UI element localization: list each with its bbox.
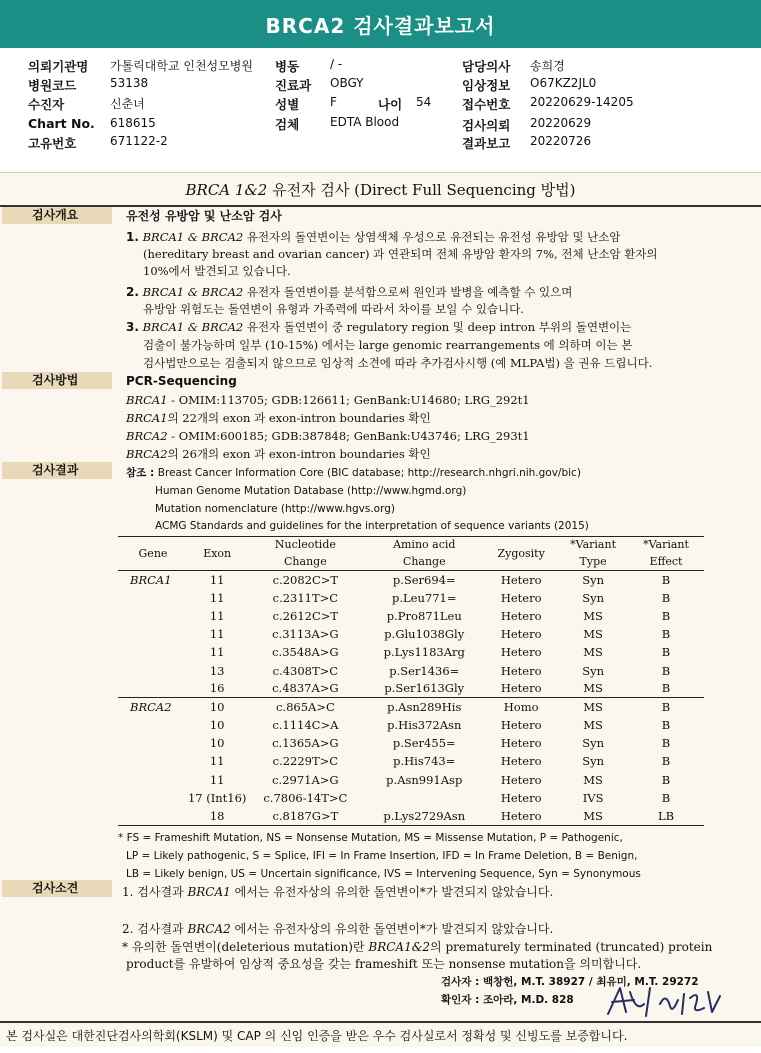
report-title-bar: [0, 0, 761, 48]
overview-p2-line2: 유방암 위험도는 돌연변이 유형과 가족력에 따라서 차이를 보일 수 있습니다.: [143, 302, 524, 316]
cell-aa: p.Glu1038Gly: [384, 627, 465, 642]
cell-zyg: Hetero: [500, 718, 542, 733]
cell-aa: p.Pro871Leu: [386, 608, 462, 623]
cell-nuc: c.3113A>G: [272, 627, 339, 642]
cell-gene: [118, 680, 188, 698]
cell-exon: 10: [209, 700, 225, 715]
test-title-rest: 유전자 검사 (Direct Full Sequencing 방법): [267, 181, 576, 199]
table-row: [118, 807, 704, 825]
cell-exon: 10: [209, 736, 225, 751]
cell-gene: BRCA1: [130, 572, 172, 587]
table-row: [118, 752, 704, 770]
cell-type: MS: [583, 627, 603, 642]
clinical-label: 임상정보: [462, 78, 511, 93]
cell-nuc: c.4837A>G: [246, 680, 364, 698]
table-row: [118, 661, 704, 679]
overview-p1-line2: (hereditary breast and ovarian cancer) 과 연관되며 전체 유방암 환자의 7%, 전체 난소암 환자의: [143, 247, 658, 261]
cell-effect: B: [661, 790, 671, 805]
cell-nuc: c.2082C>T: [272, 572, 339, 587]
cell-nuc: c.2971A>G: [272, 772, 339, 787]
results-ref4: ACMG Standards and guidelines for the interpretation of sequence variants (2015): [155, 520, 589, 532]
table-row: [118, 698, 704, 716]
cell-effect: B: [661, 700, 671, 715]
cell-nuc: c.3548A>G: [272, 645, 339, 660]
cell-exon: 11: [209, 608, 225, 623]
overview-p1-line1: 1. BRCA1 & BRCA2 유전자의 돌연변이는 상염색체 우성으로 유전되는 유전성 유방암 및 난소암: [126, 230, 621, 244]
overview-heading: 유전성 유방암 및 난소암 검사: [126, 209, 282, 223]
cell-nuc: c.4308T>C: [272, 663, 339, 678]
cell-type: MS: [558, 807, 628, 825]
table-row: [118, 680, 704, 698]
cell-nuc: c.7806-14T>C: [263, 790, 348, 805]
col-exon: Exon: [188, 536, 246, 571]
cell-type: Syn: [582, 754, 604, 769]
cell-exon: 11: [209, 627, 225, 642]
cell-aa: p.Lys1183Arg: [383, 645, 465, 660]
cell-zyg: Hetero: [500, 790, 542, 805]
footnote-line2: LP = Likely pathogenic, S = Splice, IFI = In Frame Insertion, IFD = In Frame Deletion, B = Benign,: [126, 850, 638, 862]
clinical-value: O67KZ2JL0: [530, 76, 597, 90]
title-divider: [0, 205, 761, 207]
method-brca2-exon: BRCA2의 26개의 exon 과 exon-intron boundaries 확인: [126, 447, 431, 461]
cell-gene: [118, 661, 188, 679]
cell-gene: [118, 625, 188, 643]
cell-exon: 11: [209, 772, 225, 787]
cell-aa: p.His372Asn: [387, 718, 462, 733]
cell-aa: p.Leu771=: [392, 590, 457, 605]
overview-p3-line1: 3. BRCA1 & BRCA2 유전자 돌연변이 중 regulatory region 및 deep intron 부위의 돌연변이는: [126, 320, 632, 334]
method-label: 검사방법: [2, 372, 112, 389]
cell-gene: BRCA2: [130, 700, 172, 715]
cell-aa: p.Ser1436=: [389, 663, 460, 678]
cell-gene: [118, 607, 188, 625]
cell-gene: [118, 716, 188, 734]
footnote-line3: LB = Likely benign, US = Uncertain significance, IVS = Intervening Sequence, Syn = Synonymous: [126, 868, 641, 880]
dept-value: OBGY: [330, 76, 364, 90]
cell-type: MS: [558, 680, 628, 698]
cell-zyg: Hetero: [500, 754, 542, 769]
report-date-label: 결과보고: [462, 136, 511, 151]
cell-type: IVS: [582, 790, 604, 805]
cell-exon: 13: [209, 663, 225, 678]
cell-type: MS: [583, 700, 603, 715]
request-label: 검사의뢰: [462, 118, 511, 133]
report-title: BRCA2 검사결과보고서: [265, 13, 496, 38]
cell-aa: p.Asn289His: [387, 700, 462, 715]
footnote-line1: * FS = Frameshift Mutation, NS = Nonsense Mutation, MS = Missense Mutation, P = Pathogenic,: [118, 832, 623, 844]
age-label: 나이: [378, 97, 403, 112]
test-title: [0, 175, 761, 205]
cell-zyg: Hetero: [500, 572, 542, 587]
overview-p2-line1: 2. BRCA1 & BRCA2 유전자 돌연변이를 분석함으로써 원인과 발병을 예측할 수 있으며: [126, 285, 573, 299]
table-row: [118, 734, 704, 752]
overview-p3-line3: 검사법만으로는 검출되지 않으므로 임상적 소견에 따라 추가검사시행 (예 MLPA법) 을 권유 드립니다.: [143, 356, 653, 370]
cell-nuc: c.1114C>A: [272, 718, 339, 733]
cell-effect: B: [661, 572, 671, 587]
table-row: [118, 571, 704, 589]
cell-exon: 11: [209, 590, 225, 605]
overview-p3-line2: 검출이 불가능하며 일부 (10-15%) 에서는 large genomic rearrangements 에 의하며 이는 본: [143, 338, 633, 352]
cell-zyg: Hetero: [484, 680, 558, 698]
ward-label: 병동: [275, 59, 300, 74]
table-row: [118, 789, 704, 807]
method-brca1-ref: BRCA1 - OMIM:113705; GDB:126611; GenBank:U14680; LRG_292t1: [126, 393, 530, 407]
cell-effect: B: [628, 680, 704, 698]
cell-type: MS: [583, 718, 603, 733]
cell-effect: B: [661, 772, 671, 787]
method-heading: PCR-Sequencing: [126, 374, 237, 388]
patient-info: [0, 54, 761, 154]
unique-label: 고유번호: [28, 136, 77, 151]
method-brca1-exon: BRCA1의 22개의 exon 과 exon-intron boundaries 확인: [126, 411, 431, 425]
results-ref1: 참조 : Breast Cancer Information Core (BIC database; http://research.nhgri.nih.gov/bic): [126, 467, 581, 479]
doctor-value: 송희경: [530, 59, 565, 73]
cell-aa: p.Ser455=: [392, 736, 456, 751]
cell-effect: B: [661, 736, 671, 751]
findings-line1: 1. 검사결과 BRCA1 에서는 유전자상의 유의한 돌연변이*가 발견되지 않았습니다.: [122, 885, 554, 899]
cell-effect: B: [661, 663, 671, 678]
variant-table: [118, 536, 704, 826]
overview-label: 검사개요: [2, 207, 112, 224]
results-ref2: Human Genome Mutation Database (http://www.hgmd.org): [155, 485, 467, 497]
age-value: 54: [416, 95, 432, 109]
table-row: [118, 716, 704, 734]
cell-nuc: c.2229T>C: [272, 754, 339, 769]
cell-type: MS: [583, 772, 603, 787]
cell-aa: [364, 789, 484, 807]
cell-gene: [118, 771, 188, 789]
handwritten-signature-icon: [600, 982, 730, 1022]
cell-exon: 11: [209, 645, 225, 660]
cell-nuc: c.865A>C: [275, 700, 335, 715]
col-amino-acid: Amino acid Change: [364, 536, 484, 571]
cell-aa: p.Lys2729Asn: [364, 807, 484, 825]
cell-type: MS: [583, 608, 603, 623]
dept-label: 진료과: [275, 78, 312, 93]
results-ref3: Mutation nomenclature (http://www.hgvs.org): [155, 503, 395, 515]
hospital-code-label: 병원코드: [28, 78, 77, 93]
cell-zyg: Hetero: [500, 772, 542, 787]
results-label: 검사결과: [2, 462, 112, 479]
confirmer-signature: 확인자 : 조아라, M.D. 828: [441, 994, 574, 1006]
cell-type: Syn: [582, 590, 604, 605]
cell-gene: [118, 789, 188, 807]
ward-value: / -: [330, 57, 343, 71]
cell-exon: 11: [209, 754, 225, 769]
table-row: [118, 643, 704, 661]
cell-gene: [118, 734, 188, 752]
hospital-code-value: 53138: [110, 76, 149, 90]
findings-line2: 2. 검사결과 BRCA2 에서는 유전자상의 유의한 돌연변이*가 발견되지 않았습니다.: [122, 922, 554, 936]
institution-label: 의뢰기관명: [28, 59, 89, 74]
cell-zyg: Hetero: [500, 663, 542, 678]
cell-effect: B: [661, 754, 671, 769]
cell-aa: p.Asn991Asp: [386, 772, 463, 787]
chart-label: Chart No.: [28, 116, 95, 131]
table-row: [118, 625, 704, 643]
receipt-value: 20220629-14205: [530, 95, 634, 109]
chart-value: 618615: [110, 116, 156, 130]
cell-exon: 16: [188, 680, 246, 698]
variant-rows: [118, 571, 704, 826]
request-value: 20220629: [530, 116, 592, 130]
cell-nuc: c.1365A>G: [272, 736, 339, 751]
cell-zyg: Hetero: [484, 807, 558, 825]
cell-type: Syn: [582, 663, 604, 678]
cell-effect: B: [661, 590, 671, 605]
col-nucleotide: Nucleotide Change: [246, 536, 364, 571]
footer-divider: [0, 1021, 761, 1023]
cell-zyg: Hetero: [500, 627, 542, 642]
findings-note-line1: * 유의한 돌연변이(deleterious mutation)란 BRCA1&2의 prematurely terminated (truncated) protein: [122, 940, 713, 954]
cell-aa: p.Ser694=: [392, 572, 456, 587]
report-date-value: 20220726: [530, 134, 592, 148]
col-gene: Gene: [118, 536, 188, 571]
receipt-label: 접수번호: [462, 97, 511, 112]
cell-zyg: Hetero: [500, 645, 542, 660]
specimen-value: EDTA Blood: [330, 115, 400, 129]
cell-type: Syn: [582, 736, 604, 751]
table-row: [118, 589, 704, 607]
cell-zyg: Hetero: [500, 736, 542, 751]
examiner-signature: 검사자 : 백창헌, M.T. 38927 / 최유미, M.T. 29272: [441, 976, 699, 988]
cell-nuc: c.8187G>T: [246, 807, 364, 825]
cell-type: Syn: [582, 572, 604, 587]
cell-effect: B: [661, 608, 671, 623]
cell-exon: 18: [188, 807, 246, 825]
sex-label: 성별: [275, 97, 300, 112]
method-brca2-ref: BRCA2 - OMIM:600185; GDB:387848; GenBank:U43746; LRG_293t1: [126, 429, 530, 443]
findings-label: 검사소견: [2, 880, 112, 897]
overview-p1-line3: 10%에서 발견되고 있습니다.: [143, 264, 291, 278]
unique-value: 671122-2: [110, 134, 168, 148]
col-variant-type: *Variant Type: [558, 536, 628, 571]
cell-nuc: c.2311T>C: [272, 590, 339, 605]
cell-effect: B: [661, 718, 671, 733]
table-row: [118, 771, 704, 789]
cell-nuc: c.2612C>T: [272, 608, 339, 623]
cell-zyg: Hetero: [500, 608, 542, 623]
cell-gene: [118, 589, 188, 607]
col-zygosity: Zygosity: [484, 536, 558, 571]
cell-type: MS: [583, 645, 603, 660]
test-title-gene: BRCA 1&2: [185, 181, 268, 199]
cell-exon: 11: [209, 572, 225, 587]
cell-gene: [118, 752, 188, 770]
cell-gene: [118, 643, 188, 661]
cell-gene: [118, 807, 188, 825]
cell-exon: 10: [209, 718, 225, 733]
table-row: [118, 607, 704, 625]
cell-zyg: Hetero: [500, 590, 542, 605]
cell-aa: p.His743=: [393, 754, 456, 769]
cell-exon: 17 (Int16): [187, 790, 247, 805]
cell-effect: LB: [628, 807, 704, 825]
footer-certification: 본 검사실은 대한진단검사의학회(KSLM) 및 CAP 의 신임 인증을 받은 우수 검사실로서 정확성 및 신빙도를 보증합니다.: [0, 1025, 761, 1047]
cell-effect: B: [661, 627, 671, 642]
findings-note-line2: product를 유발하여 임상적 중요성을 갖는 frameshift 또는 nonsense mutation을 의미합니다.: [126, 957, 642, 971]
cell-zyg: Homo: [503, 700, 539, 715]
patient-label: 수진자: [28, 97, 65, 112]
doctor-label: 담당의사: [462, 59, 511, 74]
cell-aa: p.Ser1613Gly: [364, 680, 484, 698]
institution-value: 가톨릭대학교 인천성모병원: [110, 59, 253, 73]
table-header-row: [118, 536, 704, 571]
sex-value: F: [330, 95, 337, 109]
specimen-label: 검체: [275, 117, 300, 132]
cell-effect: B: [661, 645, 671, 660]
patient-value: 신춘녀: [110, 97, 145, 111]
col-variant-effect: *Variant Effect: [628, 536, 704, 571]
